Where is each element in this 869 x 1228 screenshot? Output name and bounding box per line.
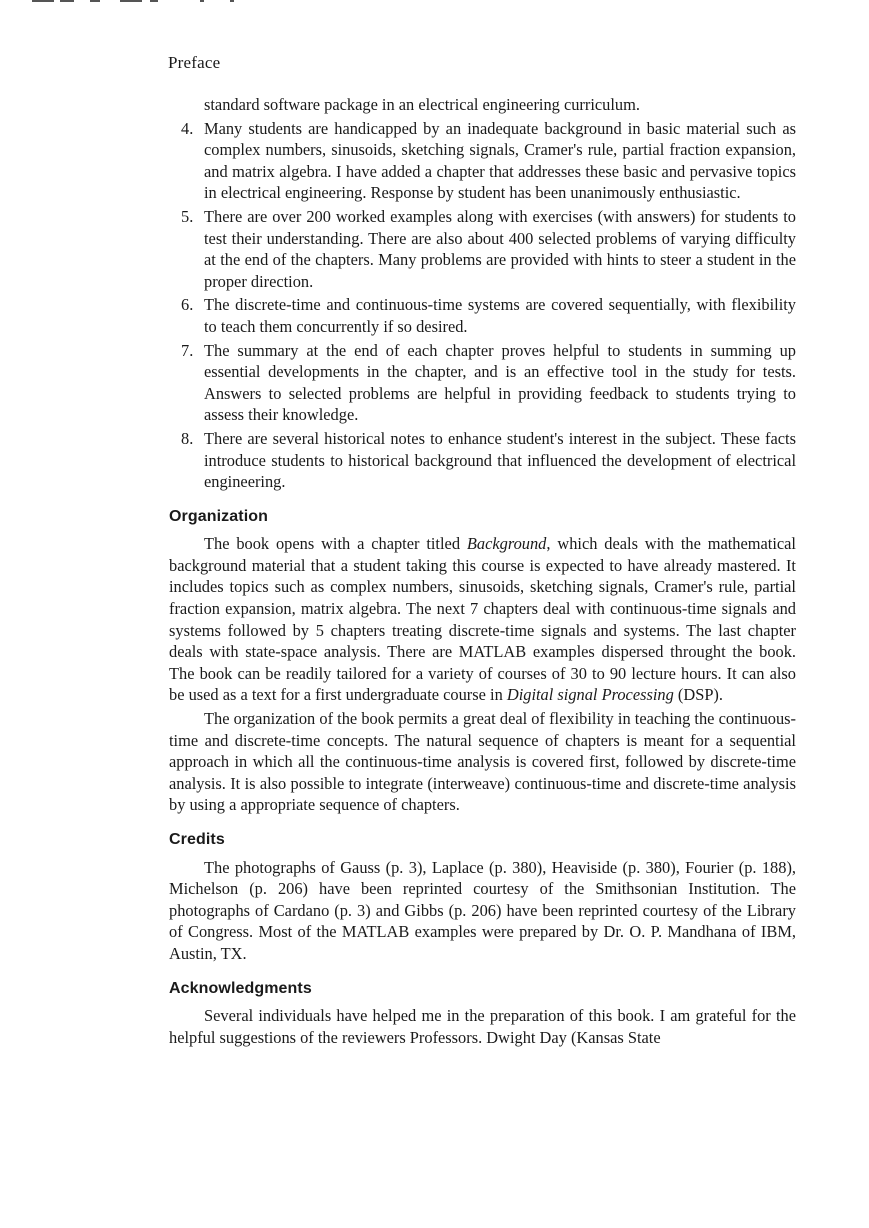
list-item-text: There are several historical notes to enhance student's interest in the subject. These facts introduce students to historical background that influenced the development of electrical engineering.	[204, 428, 796, 492]
chapter-title-background: Background	[466, 534, 547, 554]
list-item-number: 4.	[181, 118, 194, 138]
list-item-text: The discrete-time and continuous-time systems are covered sequentially, with flexibility to teach them concurrently if so desired.	[204, 295, 796, 336]
list-item-number: 8.	[181, 428, 194, 448]
acknowledgments-paragraph: Several individuals have helped me in the preparation of this book. I am grateful for the helpful suggestions of the reviewers Professors. Dwight Day (Kansas State	[169, 1006, 796, 1047]
continued-text: standard software package in an electrical engineering curriculum.	[204, 95, 640, 114]
list-item-number: 6.	[181, 295, 194, 315]
course-title-dsp: Digital signal Processing	[506, 685, 674, 705]
list-item-number: 5.	[181, 206, 194, 226]
running-head: Preface	[168, 53, 221, 72]
list-item	[169, 428, 796, 493]
list-item-text: Many students are handicapped by an inadequate background in basic material such as complex numbers, sinusoids, sketching signals, Cramer's rule, partial fraction expansion, and matrix algebra. I have added a chapter that addresses these basic and pervasive topics in electrical engineering. Response by student has been unanimously enthusiastic.	[204, 118, 796, 203]
list-item-text: The summary at the end of each chapter proves helpful to students in summing up essential developments in the chapter, and is an effective tool in the study for tests. Answers to selected problems are helpful in providing feedback to students trying to assess their knowledge.	[204, 340, 796, 425]
scan-edge-marks	[32, 0, 242, 4]
feature-list	[169, 118, 796, 493]
list-item	[169, 206, 796, 292]
list-item-text: There are over 200 worked examples along with exercises (with answers) for students to test their understanding. There are also about 400 selected problems of varying difficulty at the end of the chapters. Many problems are provided with hints to steer a student in the proper direction.	[204, 206, 796, 291]
organization-text-b: , which deals with the mathematical background material that a student taking this course is expected to have already mastered. It includes topics such as complex numbers, sinusoids, sketching signals, Cramer's rule, partial fraction expansion, matrix algebra. The next 7 chapters deal with continuous-time signals and systems followed by 5 chapters treating discrete-time signals and systems. The last chapter deals with state-space analysis. There are MATLAB examples dispersed throught the book. The book can be readily tailored for a variety of courses of 30 to 90 lecture hours. It can also be used as a text for a first undergraduate course in	[169, 534, 796, 705]
credits-paragraph: The photographs of Gauss (p. 3), Laplace (p. 380), Heaviside (p. 380), Fourier (p. 188), Michelson (p. 206) have been reprinted courtesy of the Smithsonian Institution. The photographs of Cardano (p. 3) and Gibbs (p. 206) have been reprinted courtesy of the Library of Congress. Most of the MATLAB examples were prepared by Dr. O. P. Mandhana of IBM, Austin, TX.	[169, 857, 796, 963]
organization-paragraph-1	[169, 533, 796, 706]
page-body	[169, 94, 796, 1048]
list-item-number: 7.	[181, 340, 194, 360]
list-item	[169, 340, 796, 426]
section-heading-acknowledgments: Acknowledgments	[169, 979, 312, 997]
section-heading-organization: Organization	[169, 507, 268, 525]
list-item	[169, 118, 796, 204]
organization-text-c: (DSP).	[673, 685, 723, 705]
list-item	[169, 294, 796, 337]
section-heading-credits: Credits	[169, 831, 225, 848]
organization-paragraph-2: The organization of the book permits a great deal of flexibility in teaching the continuous-time and discrete-time concepts. The natural sequence of chapters is meant for a sequential approach in which all the continuous-time analysis is covered first, followed by discrete-time analysis. It is also possible to integrate (interweave) continuous-time and discrete-time analysis by using a appropriate sequence of chapters.	[169, 709, 796, 815]
organization-text-a: The book opens with a chapter titled	[204, 534, 467, 554]
